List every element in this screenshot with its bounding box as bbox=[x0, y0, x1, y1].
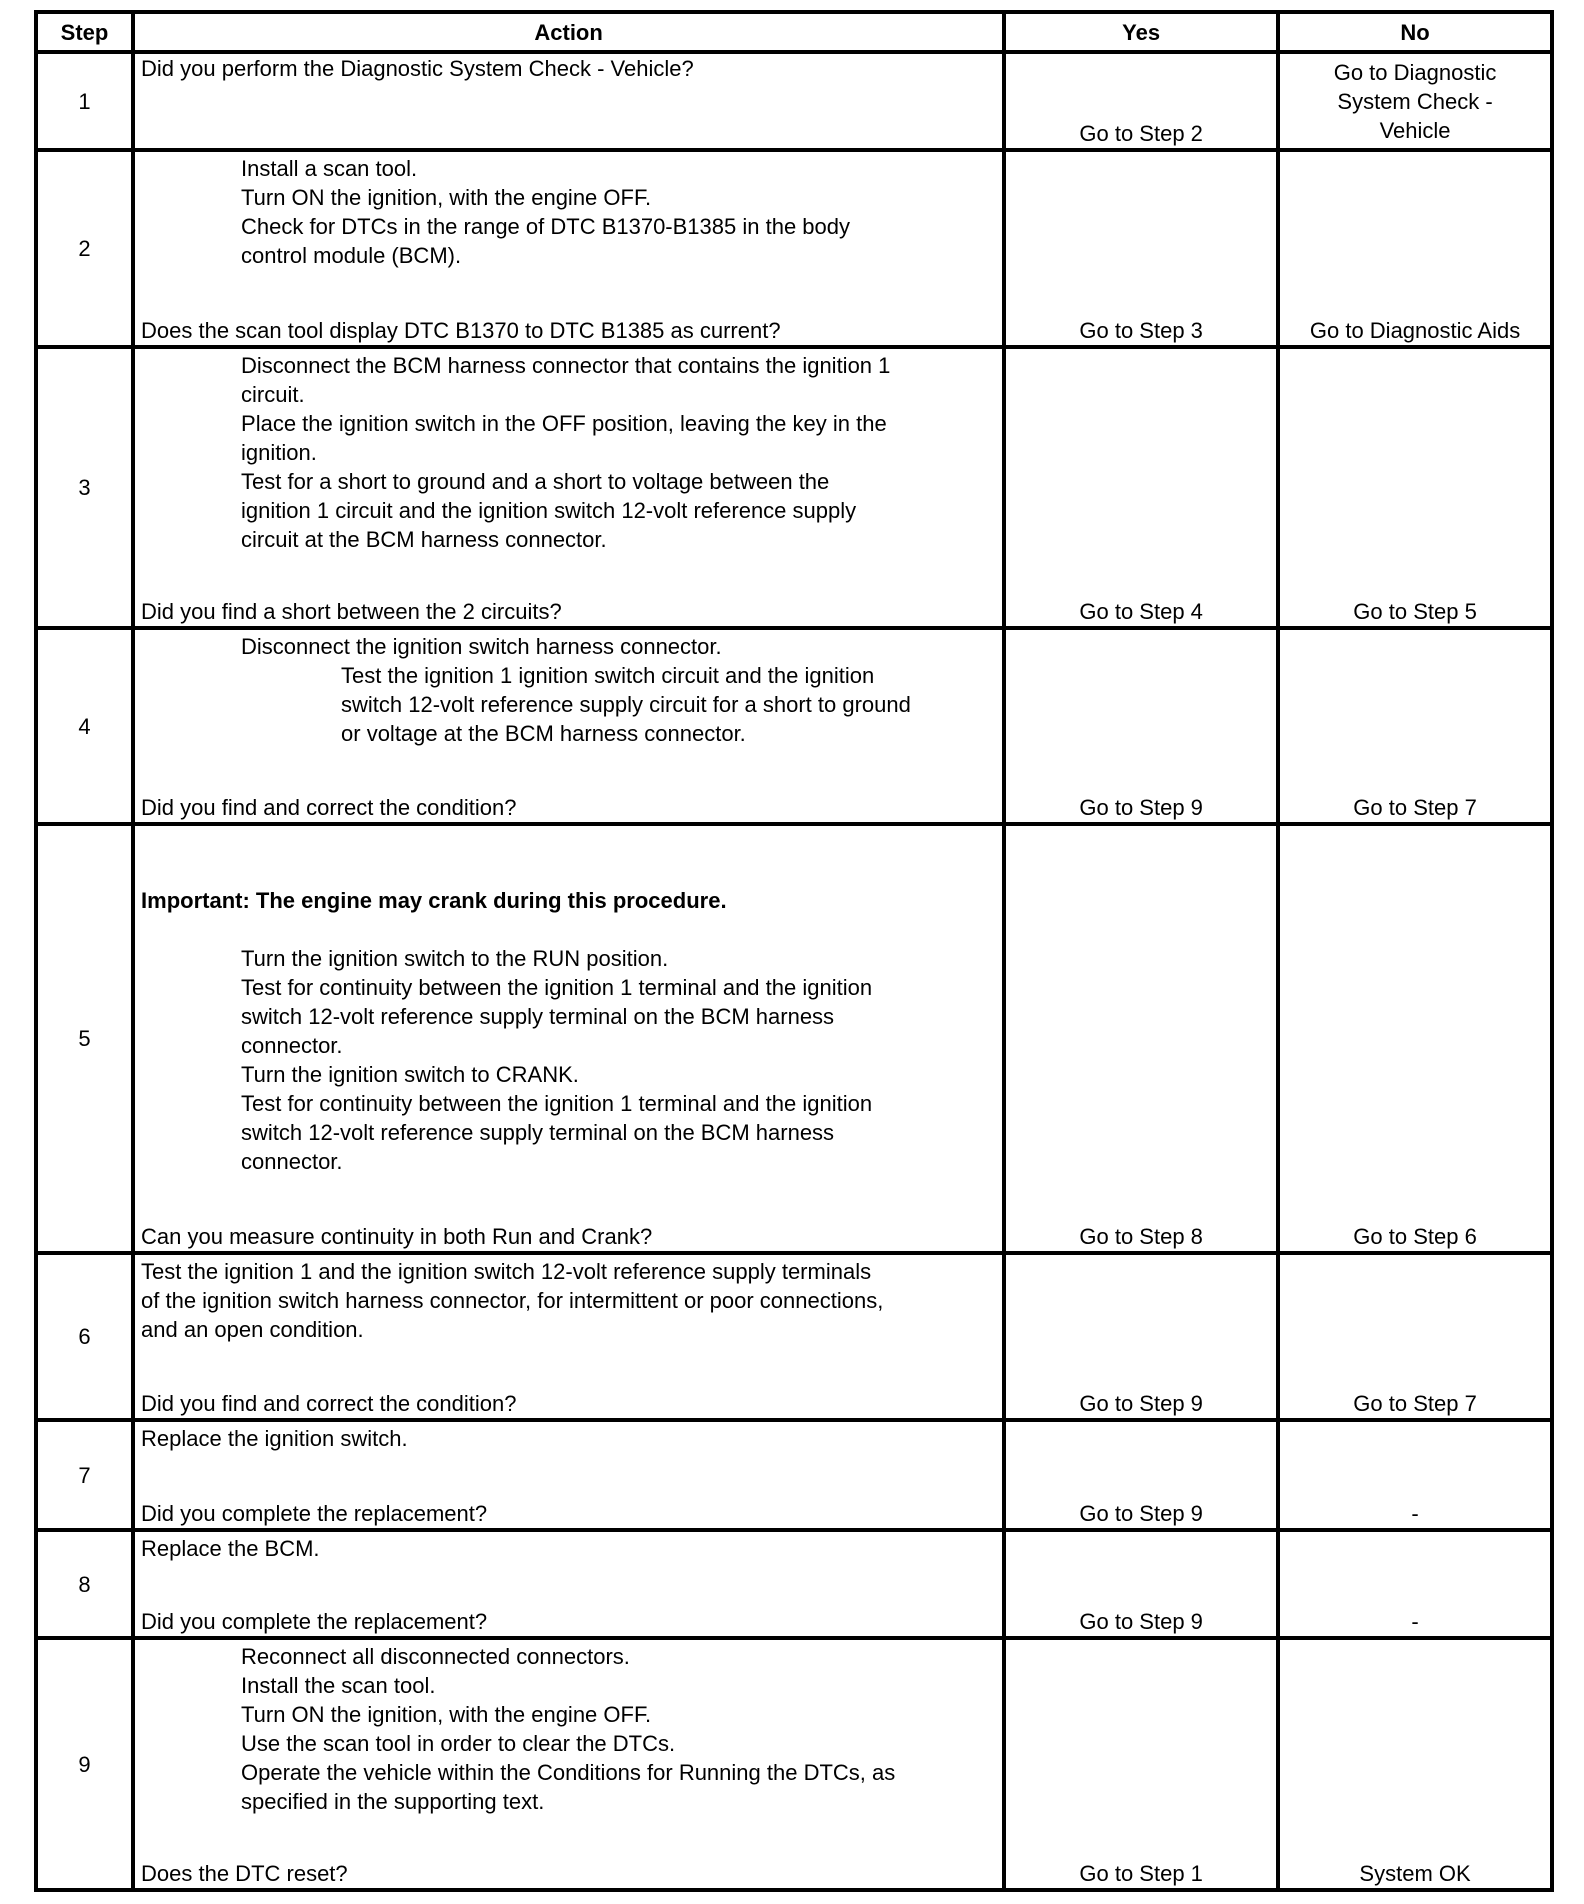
instruction-line: control module (BCM). bbox=[241, 243, 462, 268]
spacer bbox=[141, 1816, 996, 1859]
spacer bbox=[141, 270, 996, 316]
table-row bbox=[36, 1638, 1552, 1890]
header-row bbox=[36, 12, 1552, 52]
action-cell bbox=[133, 1253, 1004, 1420]
no-outcome-cell bbox=[1278, 628, 1552, 824]
action-instructions bbox=[141, 152, 996, 270]
action-cell bbox=[133, 628, 1004, 824]
yes-outcome: Go to Step 9 bbox=[1079, 1391, 1203, 1416]
no-outcome-cell bbox=[1278, 1530, 1552, 1638]
instruction-line bbox=[141, 857, 996, 886]
action-cell bbox=[133, 1530, 1004, 1638]
instruction-line: Place the ignition switch in the OFF position, leaving the key in the bbox=[241, 411, 887, 436]
action-question: Does the scan tool display DTC B1370 to DTC B1385 as current? bbox=[141, 318, 781, 343]
instruction-line: Test the ignition 1 ignition switch circuit and the ignition bbox=[341, 663, 875, 688]
instruction-line: Check for DTCs in the range of DTC B1370-B1385 in the body bbox=[241, 214, 851, 239]
no-outcome-cell bbox=[1278, 1638, 1552, 1890]
spacer bbox=[141, 1453, 996, 1499]
step-number: 7 bbox=[36, 1420, 133, 1530]
step-number: 3 bbox=[36, 347, 133, 628]
instruction-line: switch 12-volt reference supply circuit for a short to ground bbox=[341, 692, 911, 717]
instruction-line: ignition 1 circuit and the ignition switch 12-volt reference supply bbox=[241, 498, 857, 523]
action-question: Did you find and correct the condition? bbox=[141, 795, 517, 820]
spacer bbox=[141, 748, 996, 793]
table-row bbox=[36, 1253, 1552, 1420]
yes-outcome-cell bbox=[1004, 628, 1278, 824]
action-question: Can you measure continuity in both Run and Crank? bbox=[141, 1224, 653, 1249]
instruction-line: circuit. bbox=[241, 382, 305, 407]
instruction-line: Reconnect all disconnected connectors. bbox=[241, 1644, 630, 1669]
no-outcome: Go to Step 5 bbox=[1353, 599, 1477, 624]
step-number: 1 bbox=[36, 52, 133, 150]
action-content bbox=[135, 54, 1002, 148]
action-content bbox=[135, 152, 1002, 345]
instruction-line bbox=[141, 828, 996, 857]
action-instructions bbox=[141, 1422, 996, 1453]
action-instructions bbox=[141, 1255, 996, 1344]
yes-outcome-cell bbox=[1004, 347, 1278, 628]
action-content bbox=[135, 1640, 1002, 1888]
header-step: Step bbox=[36, 12, 133, 52]
table-row bbox=[36, 347, 1552, 628]
no-outcome-cell bbox=[1278, 347, 1552, 628]
header-yes: Yes bbox=[1004, 12, 1278, 52]
yes-outcome: Go to Step 3 bbox=[1079, 318, 1203, 343]
action-instructions bbox=[141, 1640, 996, 1816]
instruction-line: Turn the ignition switch to the RUN position. bbox=[241, 946, 669, 971]
no-outcome-cell bbox=[1278, 150, 1552, 347]
action-instructions bbox=[141, 826, 996, 1176]
instruction-line: specified in the supporting text. bbox=[241, 1789, 545, 1814]
instruction-line: Operate the vehicle within the Conditions for Running the DTCs, as bbox=[241, 1760, 896, 1785]
no-outcome: Go to Diagnostic System Check - Vehicle bbox=[1333, 59, 1497, 143]
no-outcome: Go to Diagnostic Aids bbox=[1309, 318, 1521, 343]
no-outcome: Go to Step 6 bbox=[1353, 1224, 1477, 1249]
instruction-line: connector. bbox=[241, 1149, 343, 1174]
action-instructions bbox=[141, 1532, 996, 1563]
table-row bbox=[36, 824, 1552, 1253]
action-content bbox=[135, 1532, 1002, 1636]
yes-outcome-cell bbox=[1004, 824, 1278, 1253]
no-outcome-cell bbox=[1278, 1253, 1552, 1420]
yes-outcome: Go to Step 9 bbox=[1079, 1501, 1203, 1526]
action-cell bbox=[133, 1638, 1004, 1890]
important-note: Important: The engine may crank during this procedure. bbox=[141, 888, 727, 913]
instruction-line: Test for a short to ground and a short to voltage between the bbox=[241, 469, 830, 494]
action-cell bbox=[133, 1420, 1004, 1530]
instruction-line: switch 12-volt reference supply terminal on the BCM harness bbox=[241, 1120, 835, 1145]
yes-outcome-cell bbox=[1004, 1253, 1278, 1420]
action-content bbox=[135, 1422, 1002, 1528]
instruction-line: connector. bbox=[241, 1033, 343, 1058]
table-row bbox=[36, 628, 1552, 824]
instruction-line: Disconnect the ignition switch harness connector. bbox=[241, 634, 722, 659]
action-question: Did you find and correct the condition? bbox=[141, 1391, 517, 1416]
yes-outcome: Go to Step 9 bbox=[1079, 1609, 1203, 1634]
instruction-line: Replace the ignition switch. bbox=[141, 1426, 408, 1451]
instruction-line: Test the ignition 1 and the ignition switch 12-volt reference supply terminals bbox=[141, 1259, 872, 1284]
yes-outcome-cell bbox=[1004, 1420, 1278, 1530]
action-cell bbox=[133, 347, 1004, 628]
action-cell bbox=[133, 52, 1004, 150]
action-question: Did you find a short between the 2 circuits? bbox=[141, 599, 562, 624]
instruction-line: or voltage at the BCM harness connector. bbox=[341, 721, 746, 746]
table-body bbox=[36, 52, 1552, 1890]
instruction-line: Turn the ignition switch to CRANK. bbox=[241, 1062, 579, 1087]
instruction-line: ignition. bbox=[241, 440, 317, 465]
table-row bbox=[36, 1420, 1552, 1530]
instruction-line: and an open condition. bbox=[141, 1317, 364, 1342]
instruction-line: Turn ON the ignition, with the engine OFF. bbox=[241, 185, 652, 210]
step-number: 2 bbox=[36, 150, 133, 347]
instruction-line: Disconnect the BCM harness connector that contains the ignition 1 bbox=[241, 353, 891, 378]
yes-outcome: Go to Step 9 bbox=[1079, 795, 1203, 820]
yes-outcome: Go to Step 8 bbox=[1079, 1224, 1203, 1249]
spacer bbox=[141, 554, 996, 597]
instruction-line: Install the scan tool. bbox=[241, 1673, 436, 1698]
no-outcome-cell bbox=[1278, 1420, 1552, 1530]
action-content bbox=[135, 1255, 1002, 1418]
no-outcome: - bbox=[1411, 1609, 1419, 1634]
instruction-line: Turn ON the ignition, with the engine OFF. bbox=[241, 1702, 652, 1727]
step-number: 8 bbox=[36, 1530, 133, 1638]
header-action: Action bbox=[133, 12, 1004, 52]
yes-outcome-cell bbox=[1004, 1530, 1278, 1638]
yes-outcome: Go to Step 2 bbox=[1079, 121, 1203, 146]
action-question: Did you perform the Diagnostic System Check - Vehicle? bbox=[141, 56, 694, 81]
spacer bbox=[141, 1563, 996, 1607]
instruction-line: Use the scan tool in order to clear the DTCs. bbox=[241, 1731, 676, 1756]
action-question: Did you complete the replacement? bbox=[141, 1609, 488, 1634]
step-number: 5 bbox=[36, 824, 133, 1253]
yes-outcome: Go to Step 4 bbox=[1079, 599, 1203, 624]
yes-outcome-cell bbox=[1004, 1638, 1278, 1890]
step-number: 6 bbox=[36, 1253, 133, 1420]
action-cell bbox=[133, 824, 1004, 1253]
no-outcome: - bbox=[1411, 1501, 1419, 1526]
table-row bbox=[36, 150, 1552, 347]
instruction-line: switch 12-volt reference supply terminal on the BCM harness bbox=[241, 1004, 835, 1029]
table-row bbox=[36, 1530, 1552, 1638]
no-outcome-cell bbox=[1278, 824, 1552, 1253]
action-instructions bbox=[141, 349, 996, 554]
table-row bbox=[36, 52, 1552, 150]
instruction-line: circuit at the BCM harness connector. bbox=[241, 527, 607, 552]
diagnostic-table bbox=[34, 10, 1554, 1892]
action-content bbox=[135, 826, 1002, 1251]
instruction-line: Test for continuity between the ignition 1 terminal and the ignition bbox=[241, 1091, 873, 1116]
yes-outcome-cell bbox=[1004, 52, 1278, 150]
instruction-line: Test for continuity between the ignition 1 terminal and the ignition bbox=[241, 975, 873, 1000]
no-outcome-cell bbox=[1278, 52, 1552, 150]
instruction-line: Replace the BCM. bbox=[141, 1536, 320, 1561]
action-content bbox=[135, 349, 1002, 626]
action-question: Does the DTC reset? bbox=[141, 1861, 348, 1886]
header-no: No bbox=[1278, 12, 1552, 52]
spacer bbox=[141, 1176, 996, 1222]
no-outcome: System OK bbox=[1359, 1861, 1471, 1886]
no-outcome: Go to Step 7 bbox=[1353, 795, 1477, 820]
yes-outcome-cell bbox=[1004, 150, 1278, 347]
action-cell bbox=[133, 150, 1004, 347]
action-content bbox=[135, 630, 1002, 822]
instruction-line: Install a scan tool. bbox=[241, 156, 418, 181]
instruction-line bbox=[141, 915, 996, 944]
no-outcome: Go to Step 7 bbox=[1353, 1391, 1477, 1416]
spacer bbox=[141, 1344, 996, 1389]
action-question: Did you complete the replacement? bbox=[141, 1501, 488, 1526]
instruction-line: of the ignition switch harness connector, for intermittent or poor connections, bbox=[141, 1288, 884, 1313]
action-instructions bbox=[141, 630, 996, 748]
step-number: 9 bbox=[36, 1638, 133, 1890]
step-number: 4 bbox=[36, 628, 133, 824]
yes-outcome: Go to Step 1 bbox=[1079, 1861, 1203, 1886]
